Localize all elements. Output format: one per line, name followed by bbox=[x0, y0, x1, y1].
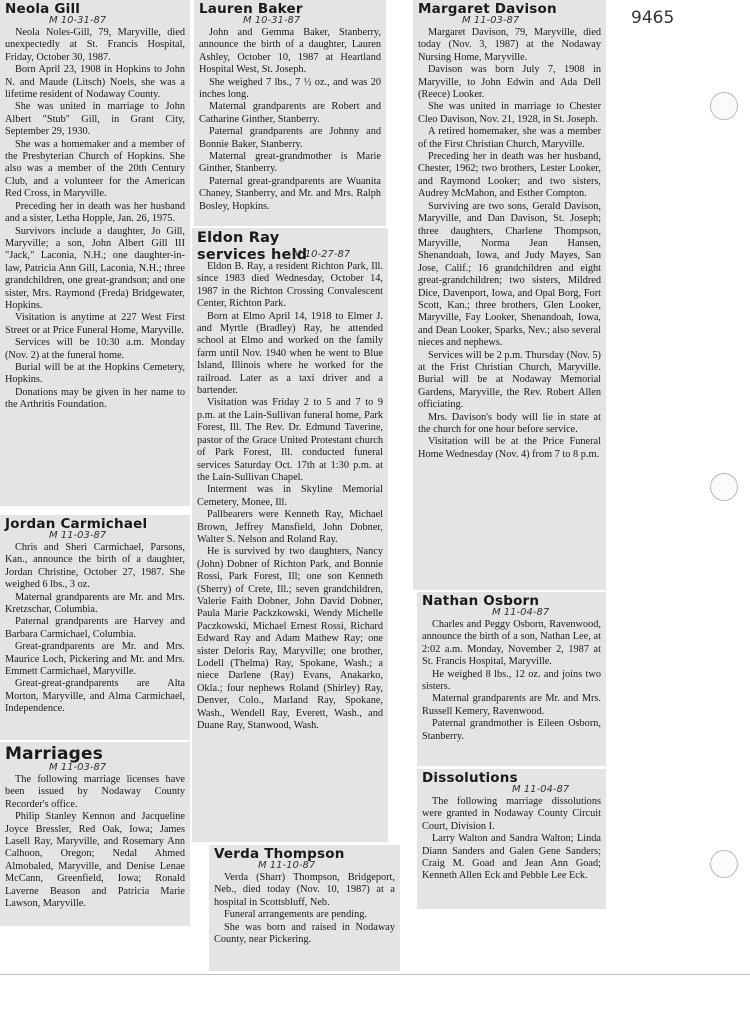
paragraph: Preceding her in death was her husband and a sister, Letha Hopple, Jan. 26, 1975. bbox=[5, 200, 185, 225]
paragraph: Visitation will be at the Price Funeral Home Wednesday (Nov. 4) from 7 to 8 p.m. bbox=[418, 436, 601, 460]
paragraph: Visitation was Friday 2 to 5 and 7 to 9 p.m. at the Lain-Sullivan funeral home, Park Forest, Ill. The Rev. Dr. Edmund Taverine, pastor of the Grace United Protestant church of Park Forest, Ill. conducted funeral services Saturday Oct. 17th at 1:30 p.m. at the Lain-Sullivan Chapel. bbox=[197, 397, 383, 483]
paragraph: Davison was born July 7, 1908 in Maryville, to John Edwin and Ada Dell (Reece) Looker. bbox=[418, 64, 601, 101]
paragraph: Great-grandparents are Mr. and Mrs. Maurice Loch, Pickering and Mr. and Mrs. Emmett Carmichael, Maryville. bbox=[5, 641, 185, 678]
handwritten-date: M 11-04-87 bbox=[492, 607, 550, 618]
paragraph: Great-great-grandparents are Alta Morton, Maryville, and Alma Carmichael, Independence. bbox=[5, 678, 185, 715]
paragraph: Burial will be at the Hopkins Cemetery, Hopkins. bbox=[5, 361, 185, 386]
paragraph: Funeral arrangements are pending. bbox=[224, 909, 367, 921]
paragraph: A retired homemaker, she was a member of the First Christian Church, Maryville. bbox=[418, 126, 601, 150]
paragraph: Maternal grandparents are Mr. and Mrs. Russell Kemery, Ravenwood. bbox=[422, 693, 601, 717]
clipping-verda-thompson bbox=[209, 845, 400, 971]
handwritten-date: M 11-03-87 bbox=[462, 15, 520, 26]
page-bottom-edge bbox=[0, 974, 750, 975]
paragraph: Mrs. Davison's body will lie in state at the church for one hour before service. bbox=[418, 411, 601, 435]
paragraph: She was a homemaker and a member of the Presbyterian Church of Hopkins. She also was a member of the 20th Century Club, and a volunteer for the American Red Cross, in Maryville. bbox=[5, 138, 185, 200]
handwritten-date: M 10-31-87 bbox=[49, 15, 107, 26]
paragraph: Margaret Davison, 79, Maryville, died today (Nov. 3, 1987) at the Nodaway Nursing Home, Maryville. bbox=[418, 27, 601, 63]
clipping-title: Nathan Osborn bbox=[422, 593, 540, 609]
clipping-margaret-davison bbox=[413, 0, 606, 590]
paragraph: Verda (Sharr) Thompson, Bridgeport, Neb., died today (Nov. 10, 1987) at a hospital in Scottsbluff, Neb. bbox=[214, 872, 395, 908]
clipping-jordan-carmichael bbox=[0, 515, 190, 740]
paragraph: Charles and Peggy Osborn, Ravenwood, announce the birth of a son, Nathan Lee, at 2:02 a.m. Monday, November 2, 1987 at St. Francis Hospital, Maryville. bbox=[422, 619, 601, 668]
paragraph: Interment was in Skyline Memorial Cemetery, Monee, Ill. bbox=[197, 484, 383, 508]
binder-hole-top bbox=[710, 92, 738, 120]
handwritten-date: M 11-04-87 bbox=[512, 784, 570, 795]
handwritten-date: M 11-03-87 bbox=[49, 762, 107, 773]
paragraph: She was united in marriage to John Albert "Stub" Gill, in Grant City, September 29, 1930. bbox=[5, 101, 185, 138]
clipping-dissolutions bbox=[417, 769, 606, 909]
handwritten-date: M 11-10-87 bbox=[258, 860, 316, 871]
paragraph: He weighed 8 lbs., 12 oz. and joins two sisters. bbox=[422, 668, 601, 693]
clipping-title: Lauren Baker bbox=[199, 1, 303, 17]
paragraph: Maternal great-grandmother is Marie Ginther, Stanberry. bbox=[199, 151, 381, 175]
paragraph: Preceding her in death was her husband, Chester, 1962; two brothers, Lester Looker, and Raymond Looker; and two sisters, Audrey McMahon, and Esther Compton. bbox=[418, 151, 601, 200]
clipping-title: Eldon Ray services held bbox=[197, 230, 308, 263]
paragraph: Maternal grandparents are Robert and Catharine Ginther, Stanberry. bbox=[199, 101, 381, 125]
paragraph: Eldon B. Ray, a resident Richton Park, Ill. since 1983 died Wednesday, October 14, 1987 in the Richton Crossing Convalescent Center, Richton Park. bbox=[197, 261, 383, 310]
paragraph: Pallbearers were Kenneth Ray, Michael Brown, Jeffrey Mansfield, John Dobner, Walter S. Nelson and Roland Ray. bbox=[197, 509, 383, 545]
paragraph: Paternal great-grandparents are Wuanita Chaney, Stanberry, and Mr. and Mrs. Ralph Bosley, Hopkins. bbox=[199, 175, 381, 212]
clipping-title: Margaret Davison bbox=[418, 1, 557, 17]
paragraph: John and Gemma Baker, Stanberry, announce the birth of a daughter, Lauren Ashley, October 10, 1987 at Heartland Hospital West, St. Joseph. bbox=[199, 27, 381, 76]
paragraph: Surviving are two sons, Gerald Davison, Maryville, and Dan Davison, St. Joseph; three daughters, Charlene Thompson, Maryville, Norma Jean Hansen, Shenandoah, Iowa, and Judy Mayes, San Jose, Calif.; 16 grandchildren and eight great-grandchildren; two sisters, Mildred Dice, Davenport, Iowa, and Opal Borg, Fort Scott, Kan.; three brothers, Glen Looker, Maryville, Fay Looker, Shenandoah, Iowa, and Dean Looker, Sparks, Nev.; also several nieces and nephews. bbox=[418, 200, 601, 349]
paragraph: Services will be 10:30 a.m. Monday (Nov. 2) at the funeral home. bbox=[5, 337, 185, 361]
binder-hole-bottom bbox=[710, 850, 738, 878]
paragraph: She was born and raised in Nodaway County, near Pickering. bbox=[214, 921, 395, 946]
paragraph: Philip Stanley Kennon and Jacqueline Joyce Bressler, Red Oak, Iowa; James Lasell Ray, Maryville, and Rosemary Ann Calhoon, Oregon; Nedal Ahmed Almobaled, Maryville, and Denise Lenae McCann, Greenfield, Iowa; Ronald Laverne Beason and Patricia Marie Lawson, Maryville. bbox=[5, 811, 185, 910]
paragraph: He is survived by two daughters, Nancy (John) Dobner of Richton Park, and Bonnie Rossi, Park Forest, Ill; one son Kenneth (Sherry) of Crete, Ill.; seven grandchildren, Valerie Faith Dobner, John David Dobner, Paula Marie Packzkowski, Wendy Michelle Paczkowski, Michael Ernest Rossi, Richard Edward Ray and Adam Mathew Ray; one sister Deloris Ray, Maryville; one brother, Lodell (Thelma) Ray, Spokane, Wash.; a niece Darlene (Ray) Evans, Anakarko, Okla.; four nephews Roland (Shirley) Ray, Denver, Colo., Marland Ray, Spokane, Wash., Wendell Ray, Everett, Wash., and Duane Ray, Stanwood, Wash. bbox=[197, 546, 383, 732]
paragraph: The following marriage licenses have been issued by Nodaway County Recorder's office. bbox=[5, 774, 185, 810]
paragraph: Larry Walton and Sandra Walton; Linda Diann Sanders and Galen Gene Sanders; Craig M. Goad and Jean Ann Goad; Kenneth Allen Eck and Pebble Lee Eck. bbox=[422, 833, 601, 882]
binder-hole-middle bbox=[710, 473, 738, 501]
handwritten-date: M 10-27-87 bbox=[293, 249, 351, 260]
handwritten-date: M 11-03-87 bbox=[49, 530, 107, 541]
paragraph: Neola Noles-Gill, 79, Maryville, died unexpectedly at St. Francis Hospital, Friday, October 30, 1987. bbox=[5, 27, 185, 63]
paragraph: Donations may be given in her name to the Arthritis Foundation. bbox=[5, 386, 185, 411]
clipping-title: Jordan Carmichael bbox=[5, 516, 148, 532]
clipping-title: Dissolutions bbox=[422, 770, 518, 786]
clipping-title: Neola Gill bbox=[5, 1, 81, 17]
clipping-lauren-baker bbox=[194, 0, 386, 226]
clipping-eldon-ray bbox=[192, 228, 388, 842]
paragraph: Paternal grandparents are Harvey and Barbara Carmichael, Columbia. bbox=[5, 616, 185, 640]
paragraph: Services will be 2 p.m. Thursday (Nov. 5) at the Frist Christian Church, Maryville. Burial will be at Nodaway Memorial Gardens, Maryville, the Rev. Robert Allen officiating. bbox=[418, 349, 601, 411]
clipping-marriages bbox=[0, 742, 190, 926]
paragraph: Maternal grandparents are Mr. and Mrs. Kretzschar, Columbia. bbox=[5, 591, 185, 616]
clipping-title: Marriages bbox=[5, 744, 104, 764]
paragraph: She weighed 7 lbs., 7 ½ oz., and was 20 inches long. bbox=[199, 76, 381, 101]
paragraph: Survivors include a daughter, Jo Gill, Maryville; a son, John Albert Gill III "Jack," Laconia, N.H.; one daughter-in-law, Patricia Ann Gill, Laconia, N.H.; three grandchildren, one great-grandson; and one sister, Mrs. Raymond (Freda) Bridgewater, Hopkins. bbox=[5, 225, 185, 311]
clipping-neola-gill bbox=[0, 0, 190, 506]
handwritten-date: M 10-31-87 bbox=[243, 15, 301, 26]
paragraph: Chris and Sheri Carmichael, Parsons, Kan., announce the birth of a daughter, Jordan Christine, October 27, 1987. She weighed 6 lbs., 3 oz. bbox=[5, 542, 185, 591]
paragraph: The following marriage dissolutions were granted in Nodaway County Circuit Court, Division I. bbox=[422, 796, 601, 832]
paragraph: She was united in marriage to Chester Cleo Davison, Nov. 21, 1928, in St. Joseph. bbox=[418, 101, 601, 125]
paragraph: Visitation is anytime at 227 West First Street or at Price Funeral Home, Maryville. bbox=[5, 312, 185, 336]
clipping-nathan-osborn bbox=[417, 592, 606, 766]
paragraph: Born at Elmo April 14, 1918 to Elmer J. and Myrtle (Bradley) Ray, he attended school at Elmo and worked on the family farm until Nov. 1940 when he went to Blue Island, Illinois where he worked for the railroad. Later as a taxi driver and a bartender. bbox=[197, 310, 383, 397]
clipping-title: Verda Thompson bbox=[214, 846, 345, 862]
paragraph: Born April 23, 1908 in Hopkins to John N. and Maude (Litsch) Noels, she was a lifetime resident of Nodaway County. bbox=[5, 64, 185, 101]
paragraph: Paternal grandparents are Johnny and Bonnie Baker, Stanberry. bbox=[199, 126, 381, 150]
paragraph: Paternal grandmother is Eileen Osborn, Stanberry. bbox=[422, 718, 601, 742]
page-number: 9465 bbox=[631, 8, 675, 28]
